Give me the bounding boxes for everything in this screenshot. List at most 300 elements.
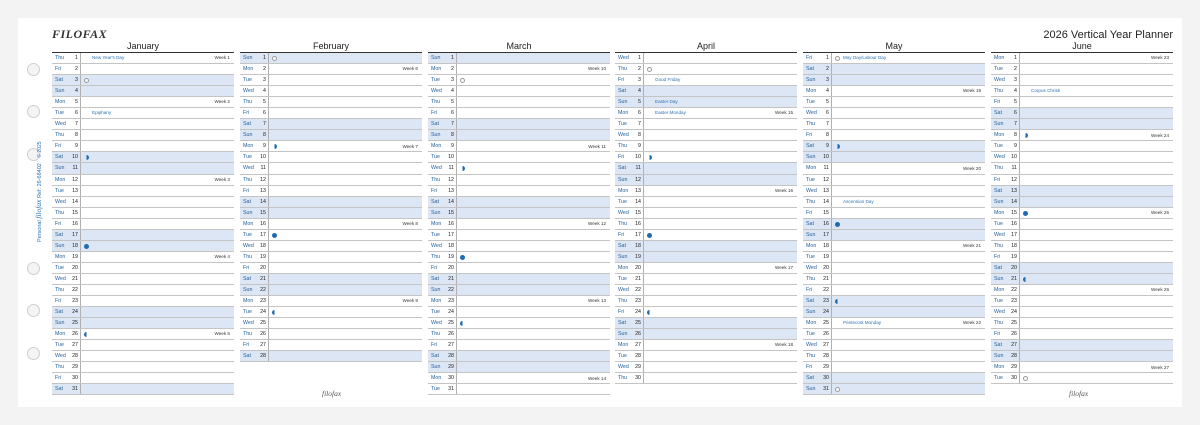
month-heading: January: [52, 40, 234, 53]
punch-hole: [27, 63, 40, 76]
day-name: Mon: [55, 331, 66, 338]
day-row[interactable]: [615, 175, 797, 186]
day-row[interactable]: [991, 186, 1173, 197]
day-row[interactable]: [615, 241, 797, 252]
column-divider: [831, 351, 832, 361]
column-divider: [456, 197, 457, 207]
day-row[interactable]: [428, 208, 610, 219]
day-row[interactable]: [991, 362, 1173, 373]
day-row[interactable]: [803, 285, 985, 296]
day-row[interactable]: [615, 208, 797, 219]
day-row[interactable]: [240, 340, 422, 351]
day-name: Fri: [806, 132, 813, 139]
day-row[interactable]: [240, 296, 422, 307]
day-row[interactable]: [615, 152, 797, 163]
day-row[interactable]: [615, 296, 797, 307]
day-row[interactable]: [615, 64, 797, 75]
day-row[interactable]: [428, 318, 610, 329]
day-row[interactable]: [615, 186, 797, 197]
day-row[interactable]: [240, 152, 422, 163]
day-row[interactable]: [803, 230, 985, 241]
column-divider: [80, 351, 81, 361]
day-number: 11: [448, 165, 454, 172]
day-row[interactable]: [803, 318, 985, 329]
day-row[interactable]: [428, 75, 610, 86]
day-name: Thu: [806, 353, 816, 360]
day-row[interactable]: [615, 329, 797, 340]
day-row[interactable]: [52, 274, 234, 285]
day-row[interactable]: [615, 86, 797, 97]
column-divider: [1019, 219, 1020, 229]
day-row[interactable]: [428, 285, 610, 296]
day-row[interactable]: [52, 362, 234, 373]
day-row[interactable]: [803, 108, 985, 119]
day-row[interactable]: [52, 307, 234, 318]
day-row[interactable]: [803, 64, 985, 75]
side-reference: [34, 141, 43, 242]
day-row[interactable]: [52, 285, 234, 296]
day-name: Thu: [431, 176, 441, 183]
day-row[interactable]: [428, 230, 610, 241]
day-row[interactable]: [991, 130, 1173, 141]
column-divider: [456, 340, 457, 350]
day-row[interactable]: [240, 175, 422, 186]
day-number: 27: [635, 342, 641, 349]
day-row[interactable]: [240, 219, 422, 230]
day-row[interactable]: [615, 373, 797, 384]
month-heading: May: [803, 40, 985, 53]
day-row[interactable]: [803, 119, 985, 130]
day-row[interactable]: [803, 307, 985, 318]
day-row[interactable]: [52, 219, 234, 230]
day-name: Fri: [618, 77, 625, 84]
day-row[interactable]: [428, 53, 610, 64]
day-row[interactable]: [428, 241, 610, 252]
week-number: Week 26: [1150, 287, 1169, 293]
day-name: Fri: [806, 55, 813, 61]
day-number: 21: [448, 275, 454, 282]
day-number: 4: [263, 88, 266, 95]
day-row[interactable]: [991, 274, 1173, 285]
day-row[interactable]: [52, 296, 234, 307]
day-name: Sat: [994, 110, 1002, 117]
day-number: 23: [823, 298, 829, 305]
day-row[interactable]: [240, 97, 422, 108]
day-name: Wed: [55, 198, 66, 205]
column-divider: [456, 373, 457, 383]
day-row[interactable]: [428, 329, 610, 340]
column-divider: [80, 97, 81, 107]
day-row[interactable]: [991, 307, 1173, 318]
moon-full-icon: [1023, 211, 1028, 216]
day-row[interactable]: [991, 252, 1173, 263]
day-row[interactable]: [615, 108, 797, 119]
day-number: 21: [635, 275, 641, 282]
day-row[interactable]: [991, 329, 1173, 340]
day-row[interactable]: [52, 329, 234, 340]
day-row[interactable]: [615, 274, 797, 285]
day-row[interactable]: [52, 230, 234, 241]
day-number: 10: [1011, 154, 1017, 161]
day-row[interactable]: [991, 373, 1173, 384]
day-row[interactable]: [615, 362, 797, 373]
day-row[interactable]: [240, 163, 422, 174]
column-divider: [643, 296, 644, 306]
day-number: 16: [72, 220, 78, 227]
day-number: 17: [260, 231, 266, 238]
day-name: Thu: [806, 198, 816, 205]
day-row[interactable]: [615, 351, 797, 362]
day-row[interactable]: [803, 263, 985, 274]
day-row[interactable]: [52, 163, 234, 174]
day-row[interactable]: [428, 97, 610, 108]
day-name: Sun: [431, 364, 441, 371]
day-row[interactable]: [428, 64, 610, 75]
day-row[interactable]: [803, 75, 985, 86]
day-row[interactable]: [991, 296, 1173, 307]
column-divider: [643, 362, 644, 372]
day-name: Thu: [243, 253, 253, 260]
day-number: 5: [75, 99, 78, 106]
day-row[interactable]: [615, 130, 797, 141]
day-row[interactable]: [803, 373, 985, 384]
day-row[interactable]: [615, 75, 797, 86]
day-name: Tue: [55, 110, 64, 117]
moon-full-icon: [835, 222, 840, 227]
day-row[interactable]: [991, 53, 1173, 64]
day-row[interactable]: [803, 141, 985, 152]
day-row[interactable]: [991, 340, 1173, 351]
day-row[interactable]: [803, 329, 985, 340]
column-divider: [643, 230, 644, 240]
day-row[interactable]: [615, 285, 797, 296]
event-label: Good Friday: [655, 77, 681, 83]
day-row[interactable]: [428, 186, 610, 197]
day-number: 25: [72, 320, 78, 327]
day-row[interactable]: [803, 252, 985, 263]
day-row[interactable]: [615, 141, 797, 152]
day-number: 17: [72, 231, 78, 238]
day-row[interactable]: [428, 86, 610, 97]
column-divider: [1019, 186, 1020, 196]
day-row[interactable]: [615, 318, 797, 329]
day-row[interactable]: [240, 53, 422, 64]
day-row[interactable]: [52, 53, 234, 64]
footer-brand: filofax: [1069, 389, 1089, 398]
column-divider: [831, 252, 832, 262]
day-row[interactable]: [991, 152, 1173, 163]
day-row[interactable]: [428, 197, 610, 208]
day-row[interactable]: [991, 230, 1173, 241]
day-row[interactable]: [991, 219, 1173, 230]
day-row[interactable]: [991, 141, 1173, 152]
day-row[interactable]: [803, 384, 985, 395]
day-row[interactable]: [615, 163, 797, 174]
day-row[interactable]: [991, 108, 1173, 119]
day-row[interactable]: [803, 241, 985, 252]
day-row[interactable]: [803, 351, 985, 362]
day-row[interactable]: [803, 340, 985, 351]
day-row[interactable]: [240, 307, 422, 318]
day-row[interactable]: [428, 108, 610, 119]
day-row[interactable]: [803, 53, 985, 64]
day-row[interactable]: [240, 263, 422, 274]
day-name: Thu: [618, 220, 628, 227]
day-row[interactable]: [615, 230, 797, 241]
day-row[interactable]: [991, 197, 1173, 208]
day-row[interactable]: [240, 241, 422, 252]
day-row[interactable]: [428, 362, 610, 373]
column-divider: [643, 119, 644, 129]
column-divider: [268, 285, 269, 295]
column-divider: [456, 141, 457, 151]
day-row[interactable]: [615, 53, 797, 64]
column-divider: [456, 263, 457, 273]
day-name: Fri: [994, 331, 1001, 338]
day-row[interactable]: [52, 130, 234, 141]
week-number: Week 2: [214, 99, 230, 105]
day-number: 5: [826, 99, 829, 106]
day-row[interactable]: [991, 285, 1173, 296]
column-divider: [1019, 329, 1020, 339]
week-number: Week 17: [774, 265, 793, 271]
day-row[interactable]: [52, 340, 234, 351]
moon-new-icon: [460, 78, 465, 83]
day-row[interactable]: [428, 141, 610, 152]
day-row[interactable]: [52, 186, 234, 197]
day-name: Mon: [618, 264, 629, 271]
day-row[interactable]: [803, 274, 985, 285]
day-row[interactable]: [991, 318, 1173, 329]
day-number: 16: [1011, 220, 1017, 227]
day-number: 3: [263, 77, 266, 84]
day-name: Sat: [243, 275, 251, 282]
day-number: 5: [263, 99, 266, 106]
day-row[interactable]: [615, 252, 797, 263]
day-row[interactable]: [52, 351, 234, 362]
day-row[interactable]: [991, 163, 1173, 174]
day-row[interactable]: [52, 373, 234, 384]
day-row[interactable]: [428, 274, 610, 285]
day-row[interactable]: [428, 351, 610, 362]
column-divider: [1019, 197, 1020, 207]
day-number: 18: [635, 242, 641, 249]
day-row[interactable]: [615, 340, 797, 351]
column-divider: [1019, 263, 1020, 273]
day-row[interactable]: [52, 119, 234, 130]
day-row[interactable]: [428, 373, 610, 384]
day-name: Fri: [618, 154, 625, 161]
day-row[interactable]: [240, 252, 422, 263]
day-name: Mon: [994, 55, 1005, 61]
day-row[interactable]: [428, 307, 610, 318]
day-number: 1: [826, 55, 829, 61]
day-row[interactable]: [428, 252, 610, 263]
day-row[interactable]: [240, 285, 422, 296]
day-row[interactable]: [615, 119, 797, 130]
day-row[interactable]: [52, 252, 234, 263]
day-name: Tue: [994, 375, 1003, 382]
column-divider: [80, 152, 81, 162]
day-row[interactable]: [428, 119, 610, 130]
day-row[interactable]: [803, 152, 985, 163]
day-row[interactable]: [991, 97, 1173, 108]
day-row[interactable]: [803, 208, 985, 219]
day-row[interactable]: [803, 163, 985, 174]
day-row[interactable]: [991, 119, 1173, 130]
day-row[interactable]: [991, 241, 1173, 252]
day-row[interactable]: [803, 197, 985, 208]
day-row[interactable]: [52, 197, 234, 208]
day-row[interactable]: [615, 97, 797, 108]
week-number: Week 25: [1150, 209, 1169, 215]
column-divider: [643, 64, 644, 74]
day-number: 13: [1011, 187, 1017, 194]
day-row[interactable]: [52, 384, 234, 395]
day-row[interactable]: [52, 108, 234, 119]
day-number: 13: [635, 187, 641, 194]
day-name: Fri: [618, 309, 625, 316]
day-number: 24: [1011, 309, 1017, 316]
day-row[interactable]: [803, 296, 985, 307]
day-row[interactable]: [52, 86, 234, 97]
day-row[interactable]: [240, 75, 422, 86]
day-number: 23: [635, 298, 641, 305]
day-row[interactable]: [428, 163, 610, 174]
day-row[interactable]: [240, 186, 422, 197]
column-divider: [456, 362, 457, 372]
day-row[interactable]: [240, 274, 422, 285]
day-row[interactable]: [803, 97, 985, 108]
day-row[interactable]: [240, 108, 422, 119]
day-row[interactable]: [240, 329, 422, 340]
day-number: 7: [263, 121, 266, 128]
day-row[interactable]: [52, 208, 234, 219]
column-divider: [831, 362, 832, 372]
moon-full-icon: [460, 255, 465, 260]
day-name: Sun: [243, 132, 253, 139]
day-row[interactable]: [240, 130, 422, 141]
day-row[interactable]: [991, 175, 1173, 186]
day-row[interactable]: [991, 86, 1173, 97]
day-name: Mon: [618, 187, 629, 194]
day-number: 19: [72, 253, 78, 260]
day-row[interactable]: [240, 318, 422, 329]
column-divider: [456, 208, 457, 218]
day-row[interactable]: [52, 64, 234, 75]
day-row[interactable]: [240, 64, 422, 75]
day-row[interactable]: [428, 384, 610, 395]
day-row[interactable]: [52, 175, 234, 186]
day-row[interactable]: [991, 351, 1173, 362]
column-divider: [643, 263, 644, 273]
day-name: Wed: [618, 286, 629, 293]
day-number: 26: [635, 331, 641, 338]
column-divider: [643, 186, 644, 196]
moon-first-icon: [835, 299, 840, 304]
day-row[interactable]: [615, 197, 797, 208]
day-row[interactable]: [991, 263, 1173, 274]
column-divider: [80, 362, 81, 372]
day-row[interactable]: [428, 340, 610, 351]
day-name: Thu: [806, 275, 816, 282]
day-row[interactable]: [240, 351, 422, 362]
day-row[interactable]: [428, 130, 610, 141]
day-row[interactable]: [52, 263, 234, 274]
day-row[interactable]: [803, 130, 985, 141]
day-row[interactable]: [240, 86, 422, 97]
day-row[interactable]: [428, 296, 610, 307]
day-row[interactable]: [52, 318, 234, 329]
day-row[interactable]: [803, 219, 985, 230]
day-row[interactable]: [52, 241, 234, 252]
day-number: 12: [1011, 176, 1017, 183]
day-name: Sat: [618, 242, 626, 249]
day-row[interactable]: [991, 208, 1173, 219]
column-divider: [80, 285, 81, 295]
day-name: Fri: [431, 110, 438, 117]
day-row[interactable]: [615, 263, 797, 274]
day-row[interactable]: [991, 75, 1173, 86]
day-row[interactable]: [52, 152, 234, 163]
day-name: Sat: [618, 165, 626, 172]
day-number: 19: [448, 253, 454, 260]
week-number: Week 21: [962, 242, 981, 248]
day-row[interactable]: [240, 197, 422, 208]
day-number: 26: [448, 331, 454, 338]
day-row[interactable]: [803, 86, 985, 97]
week-number: Week 6: [402, 66, 418, 72]
day-row[interactable]: [52, 97, 234, 108]
day-row[interactable]: [803, 186, 985, 197]
day-row[interactable]: [240, 208, 422, 219]
column-divider: [831, 208, 832, 218]
day-row[interactable]: [52, 141, 234, 152]
week-number: Week 8: [402, 220, 418, 226]
day-row[interactable]: [428, 152, 610, 163]
day-row[interactable]: [428, 219, 610, 230]
moon-first-icon: [460, 321, 465, 326]
day-name: Thu: [994, 88, 1004, 95]
day-row[interactable]: [803, 175, 985, 186]
day-number: 20: [260, 264, 266, 271]
day-row[interactable]: [428, 175, 610, 186]
day-number: 4: [826, 88, 829, 95]
day-name: Thu: [618, 143, 628, 150]
day-row[interactable]: [240, 230, 422, 241]
day-row[interactable]: [428, 263, 610, 274]
day-row[interactable]: [240, 141, 422, 152]
day-name: Mon: [994, 364, 1005, 371]
day-row[interactable]: [615, 219, 797, 230]
day-name: Fri: [243, 110, 250, 117]
day-row[interactable]: [803, 362, 985, 373]
day-number: 15: [260, 209, 266, 216]
day-row[interactable]: [52, 75, 234, 86]
column-divider: [268, 307, 269, 317]
column-divider: [268, 152, 269, 162]
day-number: 9: [826, 143, 829, 150]
day-number: 14: [448, 198, 454, 205]
column-divider: [643, 152, 644, 162]
day-number: 29: [1011, 364, 1017, 371]
day-name: Tue: [994, 220, 1003, 227]
day-row[interactable]: [615, 307, 797, 318]
month-column: [615, 40, 797, 384]
day-row[interactable]: [991, 64, 1173, 75]
day-row[interactable]: [240, 119, 422, 130]
column-divider: [831, 219, 832, 229]
